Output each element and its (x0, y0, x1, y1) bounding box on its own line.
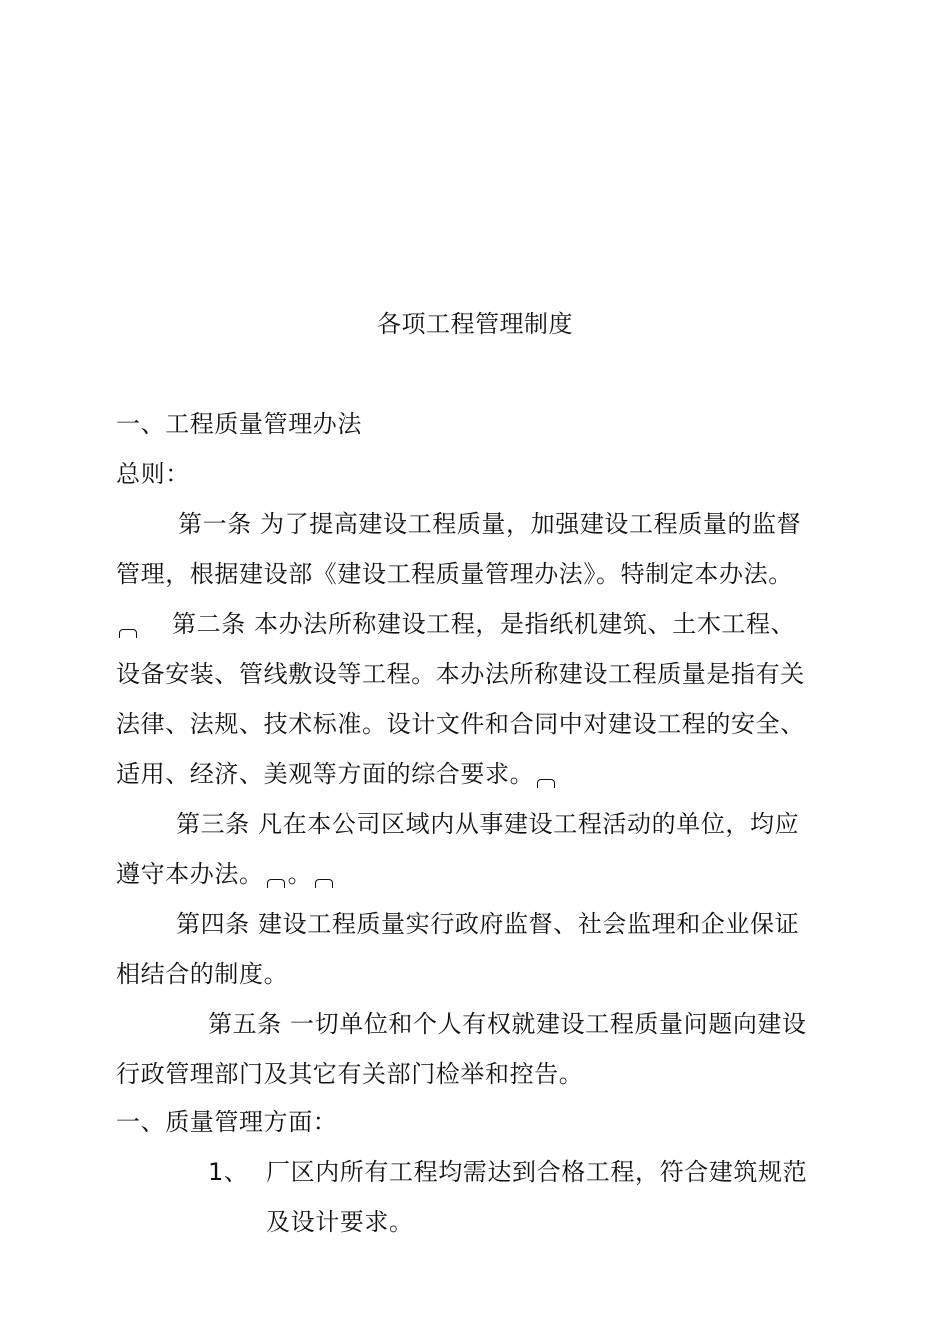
article-2-line-1: 第二条 本办法所称建设工程，是指纸机建筑、土木工程、 (172, 610, 796, 638)
section-heading-quality-aspects: 一、质量管理方面： (116, 1108, 338, 1136)
item-1-line-1: 厂区内所有工程均需达到合格工程，符合建筑规范 (266, 1158, 808, 1186)
placeholder-mark (314, 876, 334, 888)
article-1-line-1: 第一条 为了提高建设工程质量，加强建设工程质量的监督 (178, 510, 802, 538)
article-2-line-3: 法律、法规、技术标准。设计文件和合同中对建设工程的安全、 (116, 710, 805, 738)
article-5-line-2: 行政管理部门及其它有关部门检举和控告。 (116, 1060, 584, 1088)
item-1-line-2: 及设计要求。 (266, 1208, 414, 1236)
placeholder-mark (536, 776, 556, 788)
article-2-line-4-row (116, 756, 558, 792)
article-4-line-1: 第四条 建设工程质量实行政府监督、社会监理和企业保证 (176, 910, 800, 938)
article-2-line-1-row (116, 606, 795, 642)
article-3-line-2-row (116, 856, 336, 892)
document-title: 各项工程管理制度 (377, 310, 573, 338)
placeholder-mark (266, 876, 286, 888)
article-5-line-1: 第五条 一切单位和个人有权就建设工程质量问题向建设 (208, 1010, 807, 1038)
article-3-line-2b: 。 (287, 860, 313, 888)
placeholder-mark (118, 626, 138, 638)
article-2-line-4: 适用、经济、美观等方面的综合要求。 (116, 760, 535, 788)
section-heading-quality-management: 一、工程质量管理办法 (116, 410, 362, 438)
article-3-line-1: 第三条 凡在本公司区域内从事建设工程活动的单位，均应 (176, 810, 800, 838)
article-4-line-2: 相结合的制度。 (116, 960, 289, 988)
item-1-number: 1、 (208, 1158, 249, 1186)
article-1-line-2: 管理，根据建设部《建设工程质量管理办法》。特制定本办法。 (116, 560, 793, 588)
article-3-line-2a: 遵守本办法。 (116, 860, 264, 888)
general-provisions-label: 总则： (116, 460, 190, 488)
article-2-line-2: 设备安装、管线敷设等工程。本办法所称建设工程质量是指有关 (116, 660, 805, 688)
